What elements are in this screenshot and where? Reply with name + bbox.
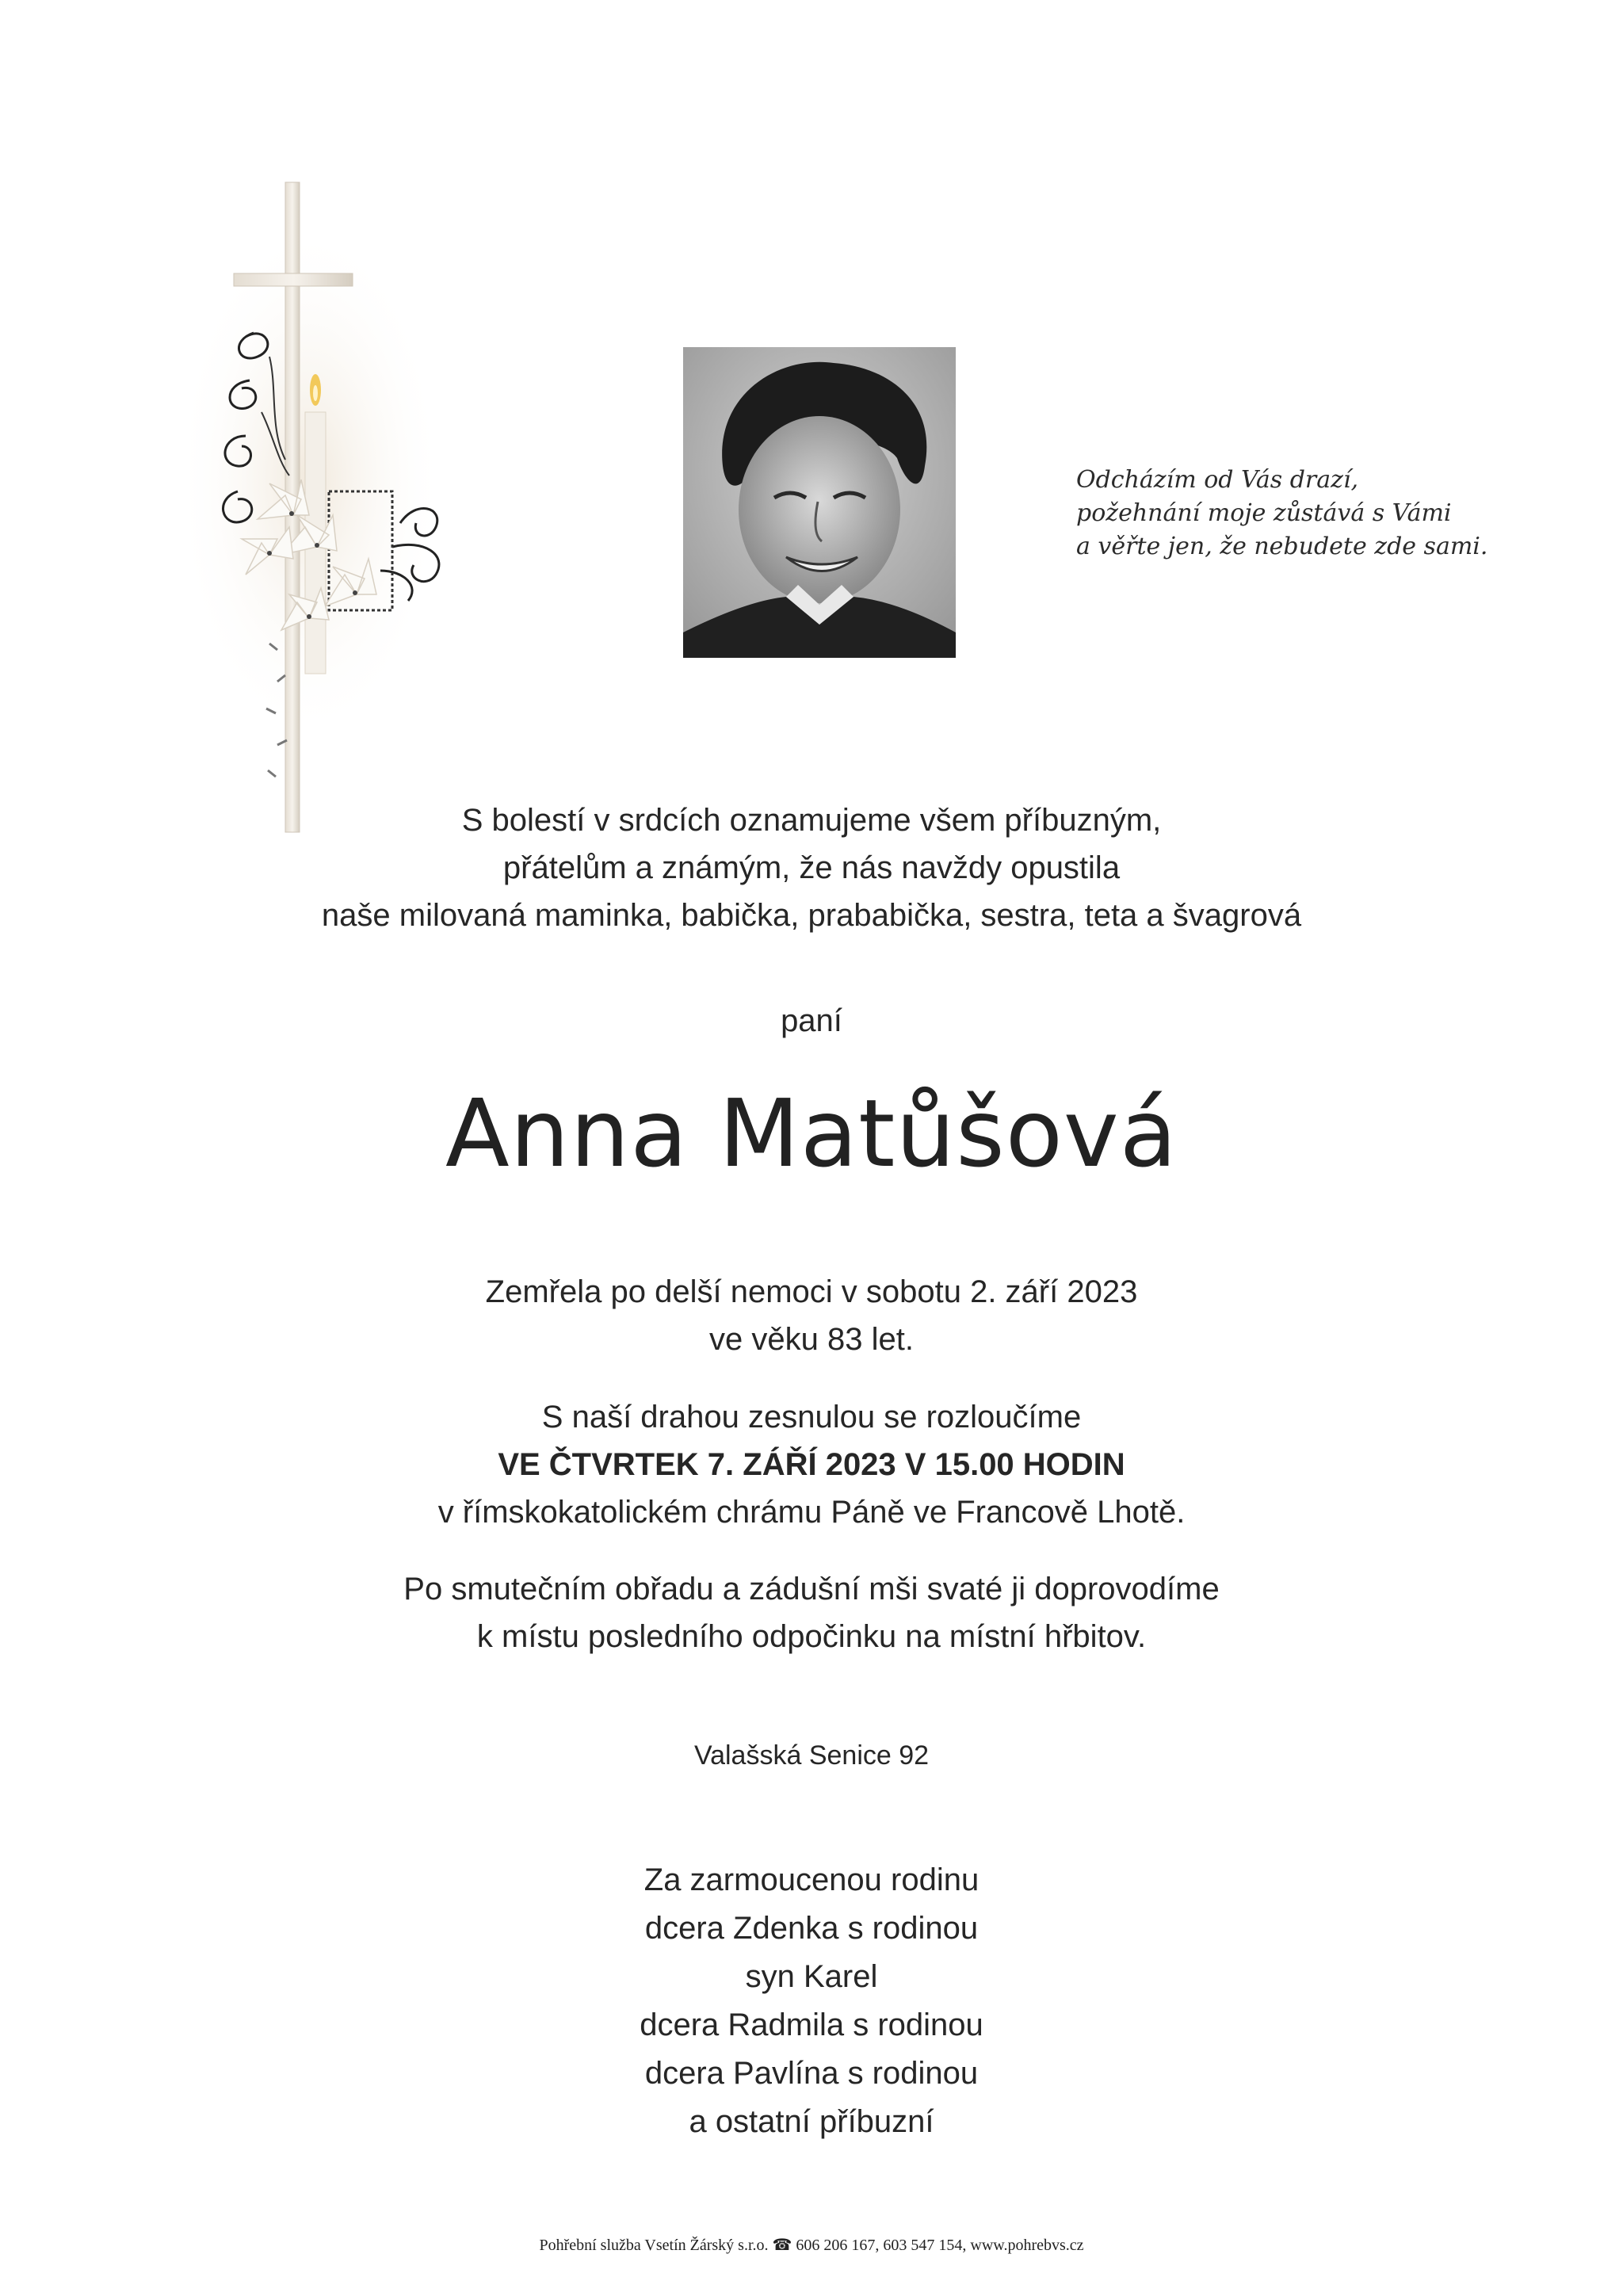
family-line: syn Karel	[745, 1959, 878, 1994]
death-line: ve věku 83 let.	[709, 1322, 914, 1357]
farewell-intro: S naší drahou zesnulou se rozloučíme	[541, 1400, 1082, 1435]
intro-line: naše milovaná maminka, babička, prababička, sestra, teta a švagrová	[321, 898, 1302, 933]
farewell-datetime: VE ČTVRTEK 7. ZÁŘÍ 2023 V 15.00 HODIN	[498, 1447, 1125, 1482]
poem-line: Odcházím od Vás drazí,	[1076, 466, 1359, 494]
salutation	[0, 997, 1623, 1045]
footer	[0, 2233, 1623, 2257]
family-line: dcera Radmila s rodinou	[640, 2008, 983, 2042]
poem-line: a věřte jen, že nebudete zde sami.	[1076, 533, 1488, 560]
intro-line: přátelům a známým, že nás navždy opustila	[502, 850, 1121, 885]
announcement-intro	[0, 797, 1623, 939]
poem-verse	[1076, 464, 1552, 563]
deceased-name-text: Anna Matůšová	[445, 1079, 1178, 1188]
cross-candle-lilies-icon	[190, 174, 507, 840]
farewell-details	[0, 1393, 1623, 1536]
portrait-photo	[683, 347, 956, 658]
death-line: Zemřela po delší nemoci v sobotu 2. září 2023	[485, 1274, 1138, 1309]
deceased-name	[0, 1078, 1623, 1189]
address	[0, 1736, 1623, 1775]
family-line: a ostatní příbuzní	[689, 2104, 934, 2139]
salutation-text: paní	[781, 1003, 842, 1038]
family-line: dcera Zdenka s rodinou	[644, 1911, 979, 1946]
burial-line: Po smutečním obřadu a zádušní mši svaté ji doprovodíme	[403, 1572, 1220, 1606]
family-line: dcera Pavlína s rodinou	[644, 2056, 979, 2091]
burial-line: k místu posledního odpočinku na místní hřbitov.	[476, 1619, 1147, 1654]
burial-details	[0, 1565, 1623, 1660]
family-line: Za zarmoucenou rodinu	[643, 1862, 980, 1897]
farewell-place: v římskokatolickém chrámu Páně ve Francově Lhotě.	[437, 1495, 1186, 1530]
poem-line: požehnání moje zůstává s Vámi	[1076, 499, 1452, 527]
death-details	[0, 1268, 1623, 1363]
footer-company: Pohřební služba Vsetín Žárský s.r.o.	[539, 2237, 769, 2254]
footer-contact: 606 206 167, 603 547 154, www.pohrebvs.cz	[796, 2237, 1084, 2254]
phone-icon: ☎	[772, 2237, 792, 2254]
intro-line: S bolestí v srdcích oznamujeme všem příbuzným,	[461, 803, 1162, 838]
address-text: Valašská Senice 92	[693, 1740, 930, 1771]
family-signatures	[0, 1856, 1623, 2146]
